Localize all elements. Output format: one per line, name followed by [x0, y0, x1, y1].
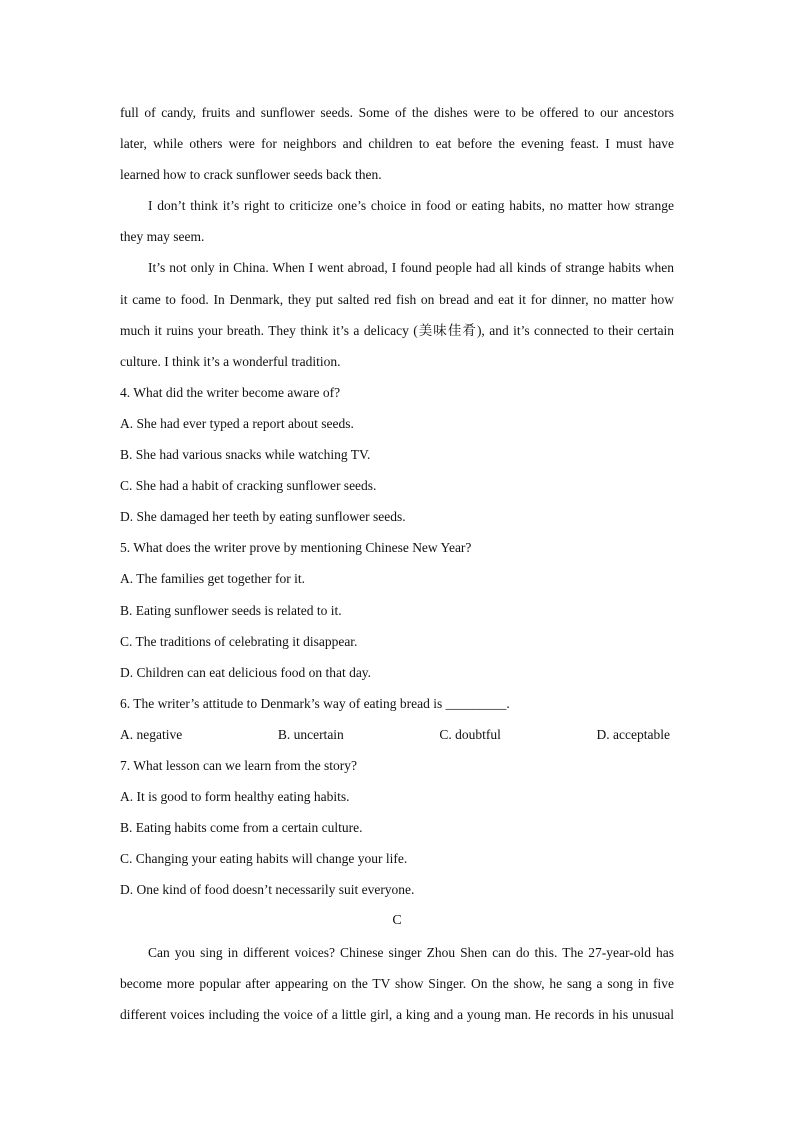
passage-b-para1-line2: later, while others were for neighbors and children to eat before the evening feast. I must have	[120, 136, 674, 152]
passage-c-line3: different voices including the voice of a little girl, a king and a young man. He records in his unusual	[120, 1006, 674, 1022]
question-7-option-a: A. It is good to form healthy eating habits.	[120, 789, 350, 805]
question-5-stem: 5. What does the writer prove by mentioning Chinese New Year?	[120, 540, 472, 556]
passage-b-para3-line3: much it ruins your breath. They think it’s a delicacy (美味佳肴), and it’s connected to their certain	[120, 322, 674, 338]
question-6-option-a: A. negative	[120, 726, 183, 742]
page-content	[120, 97, 674, 1030]
question-7-option-d: D. One kind of food doesn’t necessarily suit everyone.	[120, 882, 415, 898]
question-4-option-c: C. She had a habit of cracking sunflower seeds.	[120, 478, 377, 494]
passage-b-para1-line3: learned how to crack sunflower seeds back then.	[120, 167, 382, 183]
question-7-option-b: B. Eating habits come from a certain culture.	[120, 820, 363, 836]
question-6-option-c: C. doubtful	[439, 726, 501, 742]
question-7-stem: 7. What lesson can we learn from the story?	[120, 757, 358, 773]
question-4-option-b: B. She had various snacks while watching TV.	[120, 447, 371, 463]
question-6-options	[120, 719, 674, 750]
question-4-stem: 4. What did the writer become aware of?	[120, 384, 341, 400]
section-c-heading: C	[392, 913, 402, 929]
passage-b-para3-line2: it came to food. In Denmark, they put salted red fish on bread and eat it for dinner, no matter how	[120, 291, 674, 307]
passage-c-line1: Can you sing in different voices? Chinese singer Zhou Shen can do this. The 27-year-old has	[148, 944, 674, 960]
question-5-option-b: B. Eating sunflower seeds is related to it.	[120, 602, 342, 618]
question-4-option-a: A. She had ever typed a report about seeds.	[120, 415, 354, 431]
question-4-option-d: D. She damaged her teeth by eating sunflower seeds.	[120, 509, 406, 525]
passage-c-line2: become more popular after appearing on the TV show Singer. On the show, he sang a song in five	[120, 975, 674, 991]
question-6-stem: 6. The writer’s attitude to Denmark’s way of eating bread is _________.	[120, 695, 510, 711]
passage-b-para3-line1: It’s not only in China. When I went abroad, I found people had all kinds of strange habits when	[148, 260, 674, 276]
question-5-option-a: A. The families get together for it.	[120, 571, 305, 587]
passage-b-para1-line1: full of candy, fruits and sunflower seeds. Some of the dishes were to be offered to our ancestors	[120, 105, 674, 120]
question-6-option-d: D. acceptable	[596, 726, 670, 742]
passage-b-para3-line4: culture. I think it’s a wonderful tradition.	[120, 353, 341, 369]
question-6-option-b: B. uncertain	[277, 726, 344, 742]
question-5-option-d: D. Children can eat delicious food on that day.	[120, 664, 372, 680]
question-7-option-c: C. Changing your eating habits will change your life.	[120, 851, 408, 867]
question-5-option-c: C. The traditions of celebrating it disappear.	[120, 633, 358, 649]
passage-b-para2-line1: I don’t think it’s right to criticize one’s choice in food or eating habits, no matter how strange	[148, 198, 674, 214]
passage-b-para2-line2: they may seem.	[120, 229, 205, 245]
